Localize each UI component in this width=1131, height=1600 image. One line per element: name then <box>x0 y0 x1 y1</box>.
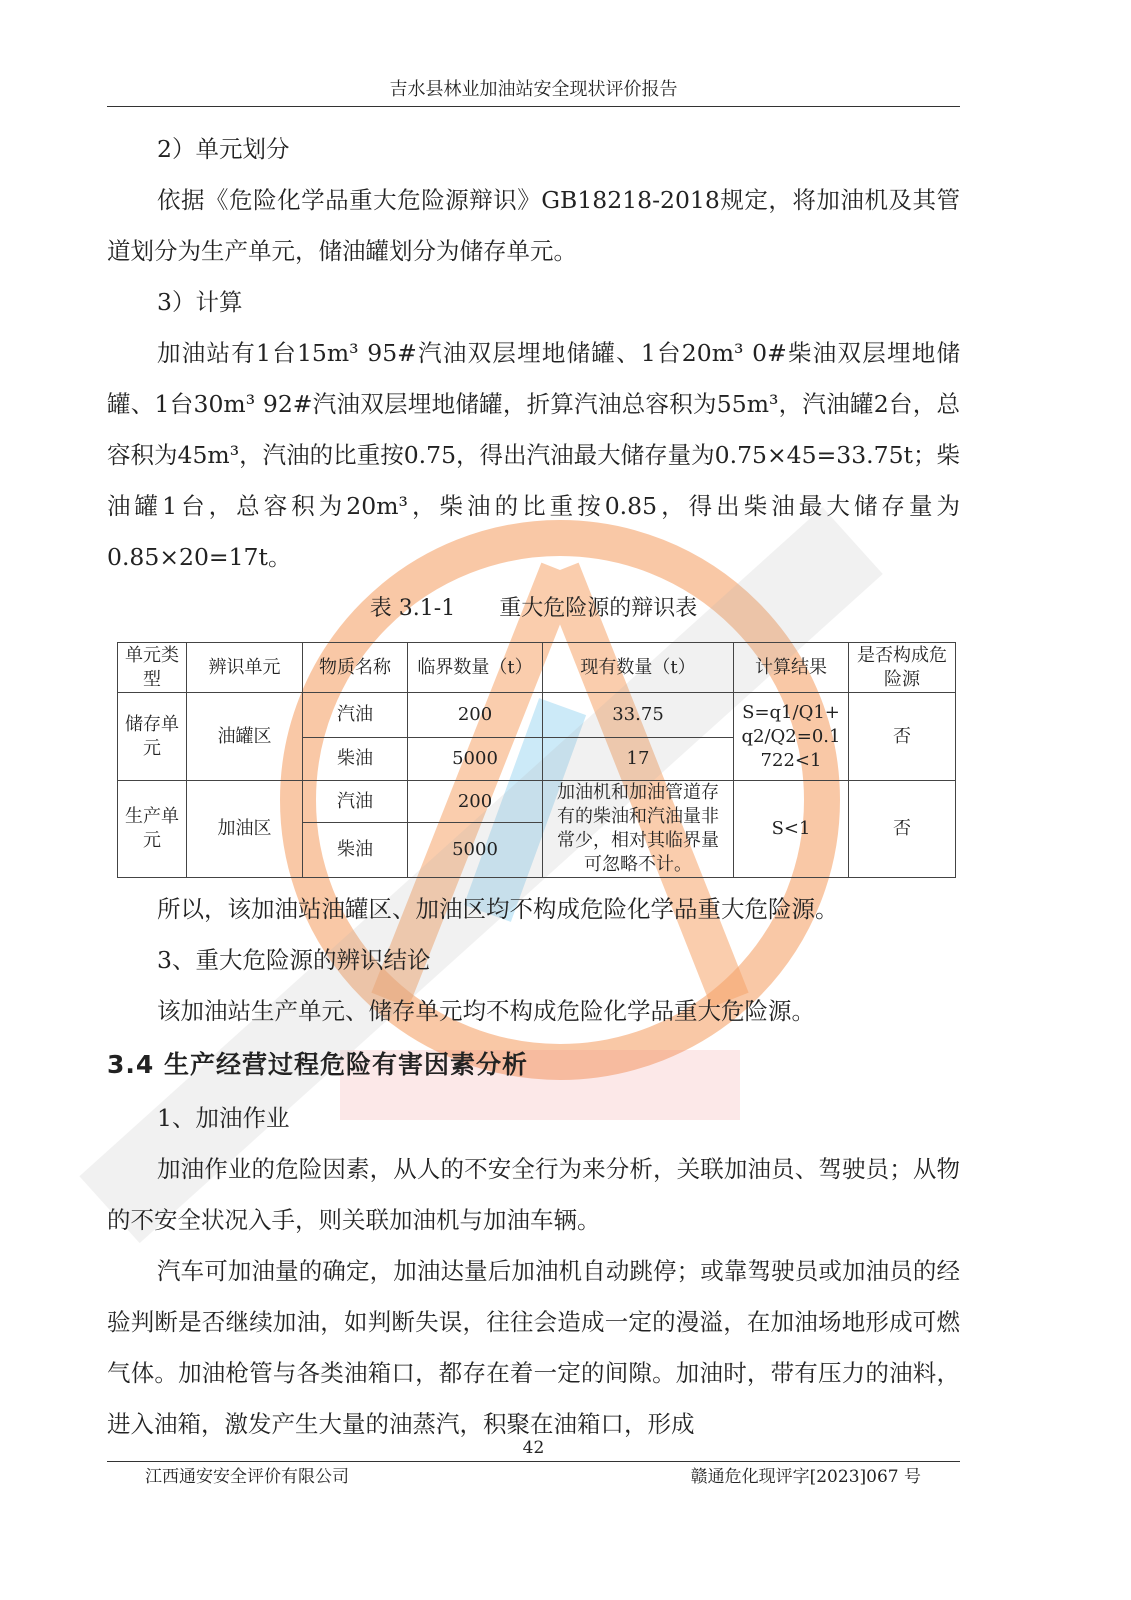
section-heading: 3.4 生产经营过程危险有害因素分析 <box>107 1050 528 1079</box>
paragraph: 所以，该加油站油罐区、加油区均不构成危险化学品重大危险源。 <box>157 895 839 923</box>
page-header: 吉水县林业加油站安全现状评价报告 <box>389 79 678 100</box>
cell-result: S=q1/Q1+q2/Q2=0.1722<1 <box>734 693 849 781</box>
cell-is-hazard: 否 <box>849 693 956 781</box>
cell-critical: 5000 <box>408 738 543 781</box>
table-header-row <box>118 643 956 693</box>
hazard-identification-table <box>117 642 956 878</box>
column-header: 是否构成危险源 <box>849 643 956 693</box>
paragraph: 依据《危险化学品重大危险源辩识》GB18218-2018规定，将加油机及其管道划分为生产单元，储油罐划分为储存单元。 <box>107 186 960 265</box>
subsection-title: 3）计算 <box>157 288 243 316</box>
footer-divider <box>107 1461 960 1462</box>
column-header: 现有数量（t） <box>543 643 734 693</box>
column-header: 计算结果 <box>734 643 849 693</box>
cell-current: 加油机和加油管道存有的柴油和汽油量非常少，相对其临界量可忽略不计。 <box>543 781 734 878</box>
cell-substance: 汽油 <box>303 693 408 738</box>
paragraph: 该加油站生产单元、储存单元均不构成危险化学品重大危险源。 <box>157 997 815 1025</box>
cell-substance: 柴油 <box>303 823 408 878</box>
page-number: 42 <box>522 1438 545 1458</box>
subsection-title: 3、重大危险源的辨识结论 <box>157 946 431 974</box>
paragraph: 汽车可加油量的确定，加油达量后加油机自动跳停；或靠驾驶员或加油员的经验判断是否继续加油，如判断失误，往往会造成一定的漫溢，在加油场地形成可燃气体。加油枪管与各类油箱口，都存在着一定的间隙。加油时，带有压力的油料，进入油箱，激发产生大量的油蒸汽，积聚在油箱口，形成 <box>107 1257 960 1438</box>
cell-substance: 柴油 <box>303 738 408 781</box>
paragraph: 加油作业的危险因素，从人的不安全行为来分析，关联加油员、驾驶员；从物的不安全状况入手，则关联加油机与加油车辆。 <box>107 1155 960 1234</box>
cell-unit: 加油区 <box>187 781 303 878</box>
table-row <box>118 693 956 738</box>
column-header: 临界数量（t） <box>408 643 543 693</box>
column-header: 辨识单元 <box>187 643 303 693</box>
cell-unit: 油罐区 <box>187 693 303 781</box>
column-header: 单元类型 <box>118 643 187 693</box>
cell-unit-type: 储存单元 <box>118 693 187 781</box>
column-header: 物质名称 <box>303 643 408 693</box>
table-caption: 表 3.1-1 重大危险源的辩识表 <box>369 596 698 621</box>
cell-substance: 汽油 <box>303 781 408 823</box>
cell-critical: 5000 <box>408 823 543 878</box>
footer-company: 江西通安安全评价有限公司 <box>145 1467 349 1487</box>
table-row <box>118 781 956 823</box>
cell-current: 17 <box>543 738 734 781</box>
cell-critical: 200 <box>408 781 543 823</box>
cell-is-hazard: 否 <box>849 781 956 878</box>
page-body <box>107 124 960 1450</box>
cell-current: 33.75 <box>543 693 734 738</box>
header-divider <box>107 106 960 107</box>
cell-result: S<1 <box>734 781 849 878</box>
cell-unit-type: 生产单元 <box>118 781 187 878</box>
cell-critical: 200 <box>408 693 543 738</box>
footer-doc-number: 赣通危化现评字[2023]067 号 <box>690 1467 921 1487</box>
subsection-title: 1、加油作业 <box>157 1104 290 1132</box>
subsection-title: 2）单元划分 <box>157 135 290 163</box>
paragraph: 加油站有1台15m³ 95#汽油双层埋地储罐、1台20m³ 0#柴油双层埋地储罐、1台30m³ 92#汽油双层埋地储罐，折算汽油总容积为55m³，汽油罐2台，总容积为45m³，汽油的比重按0.75，得出汽油最大储存量为0.75×45=33.75t；柴油罐1台，总容积为20m³，柴油的比重按0.85，得出柴油最大储存量为0.85×20=17t。 <box>107 339 960 571</box>
